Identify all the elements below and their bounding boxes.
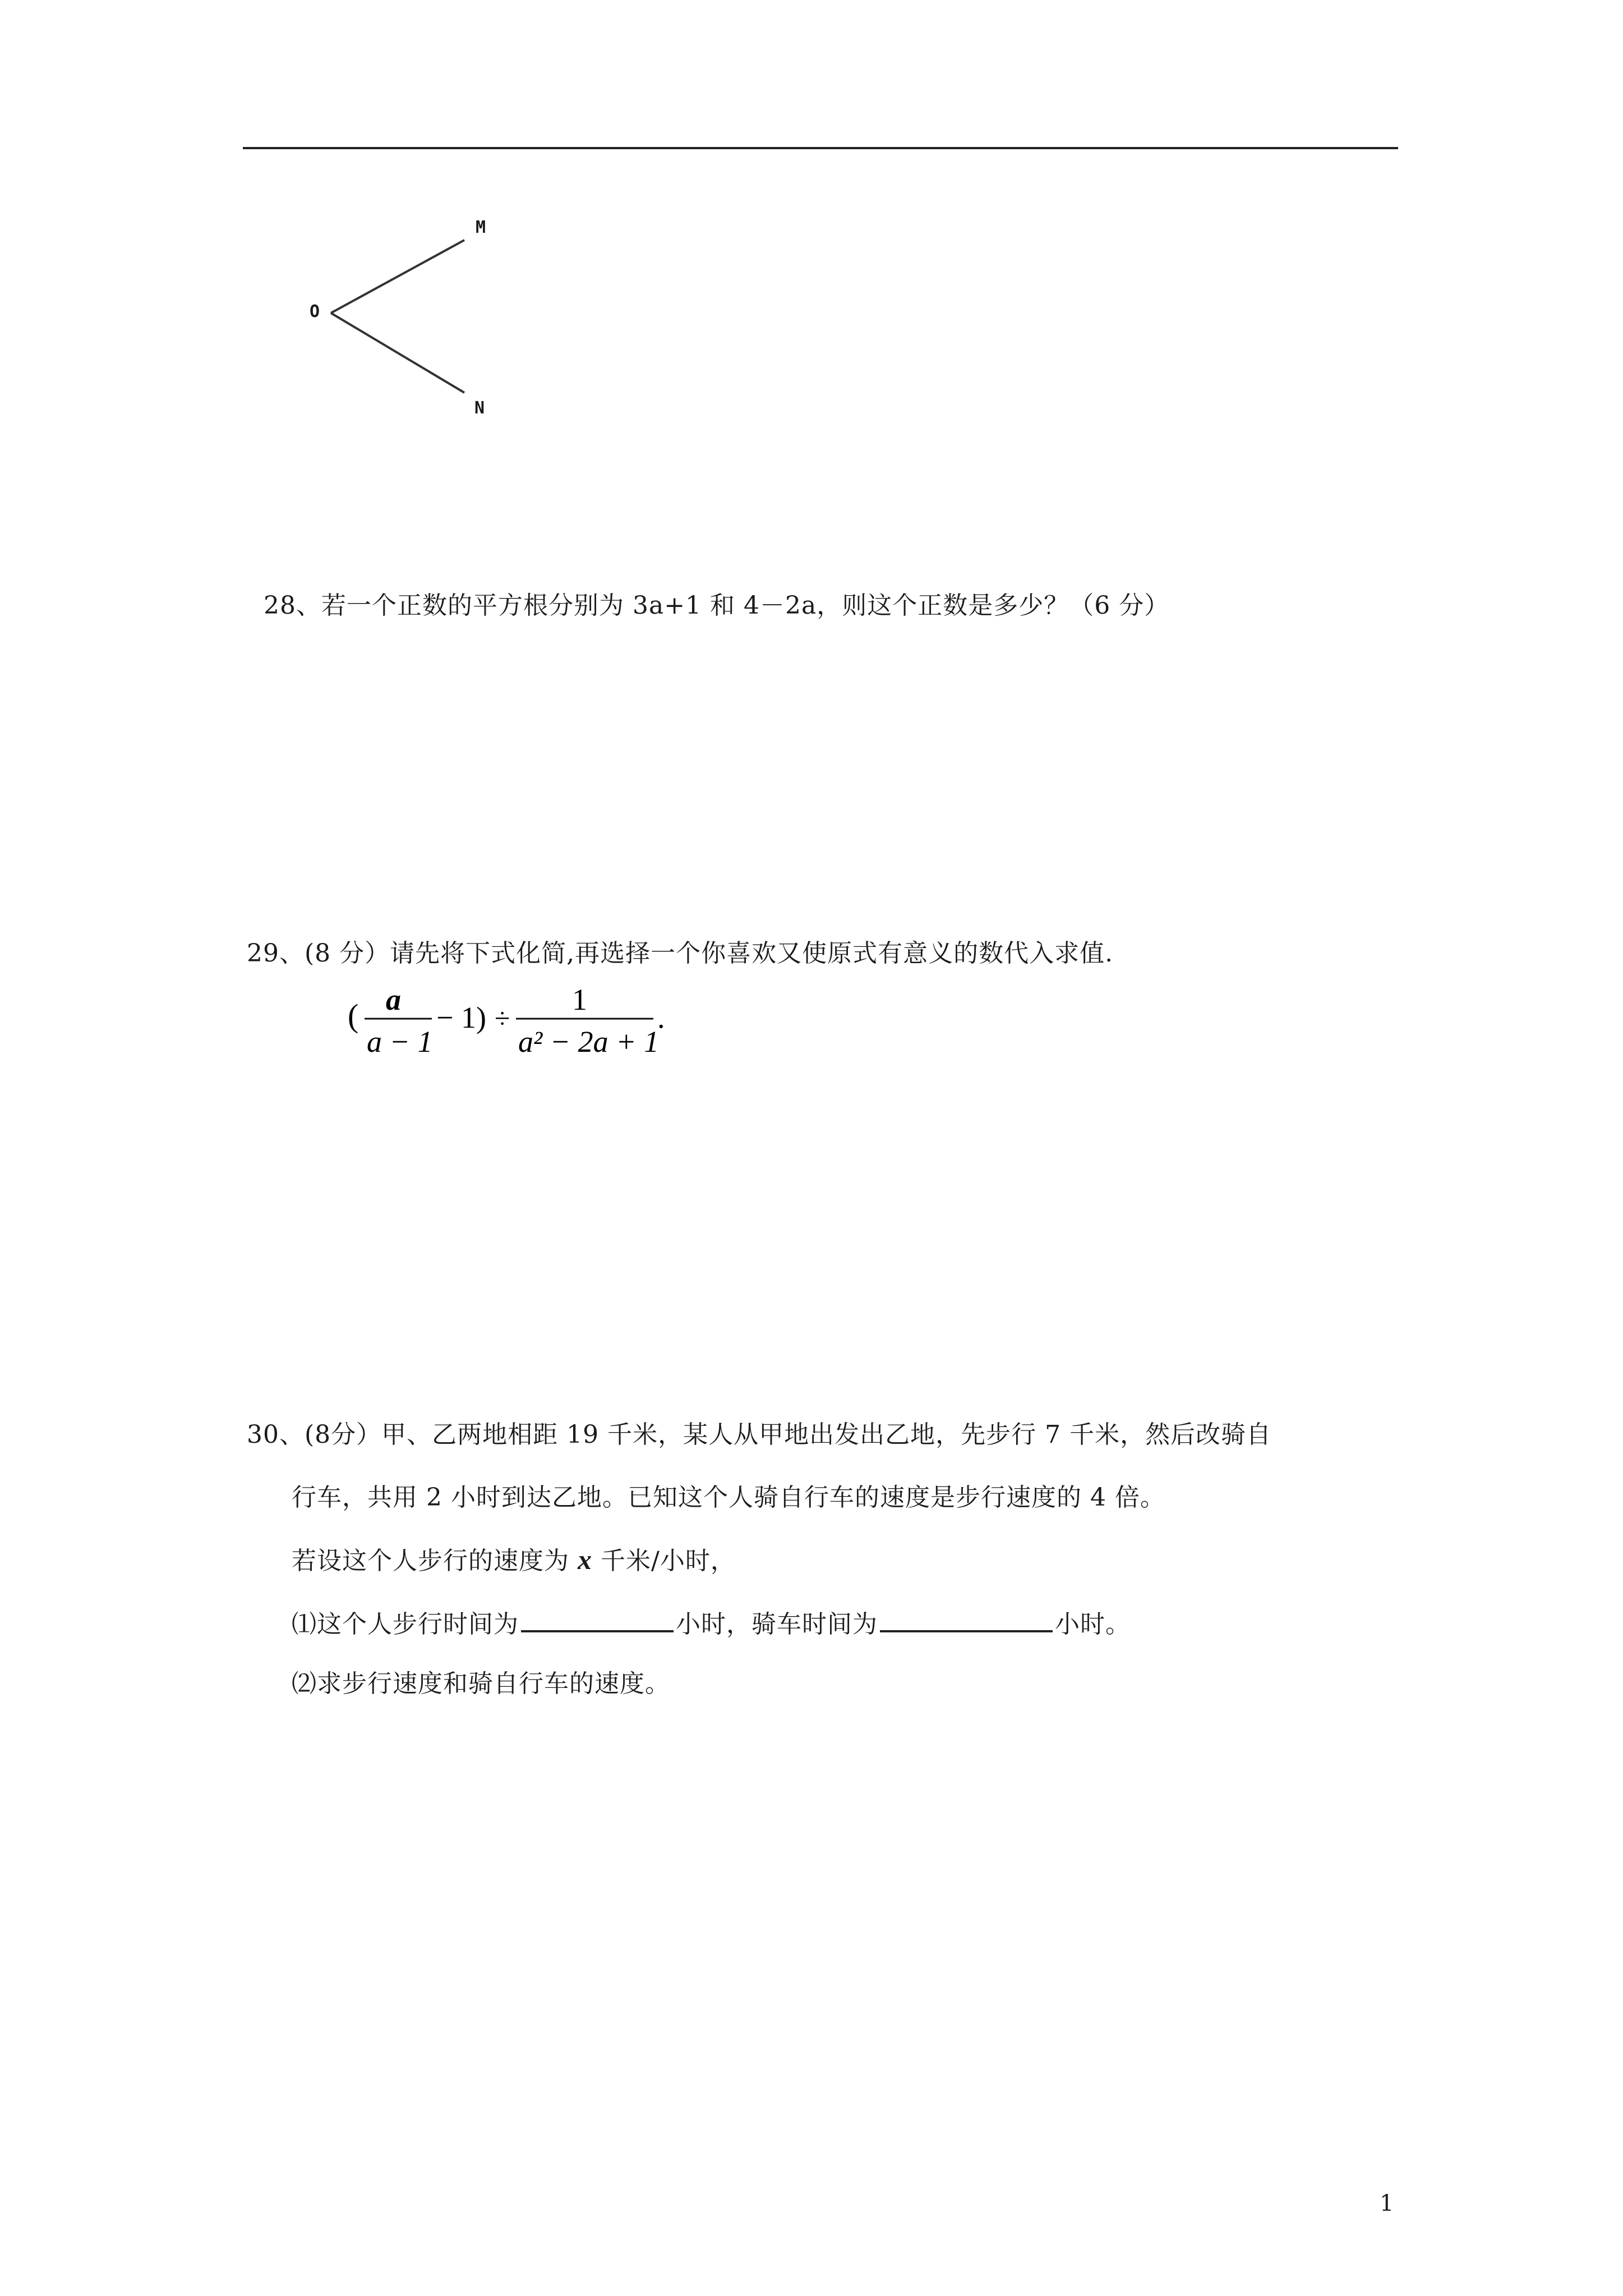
formula-den2: a² − 2a + 1 [518,1025,660,1059]
point-label-m: M [476,218,486,237]
part1-text-c: 小时。 [1055,1610,1131,1639]
angle-figure [303,213,516,426]
formula-minus-one: − 1) [436,1001,486,1034]
answer-blank-walk-time[interactable] [521,1605,674,1632]
q30-line3-pre: 若设这个人步行的速度为 [292,1547,569,1575]
part1-text-b: 小时，骑车时间为 [676,1610,878,1639]
answer-blank-bike-time[interactable] [880,1605,1053,1632]
formula-num2: 1 [572,983,587,1016]
ray-on [331,313,464,393]
question-30-line2: 行车，共用 2 小时到达乙地。已知这个人骑自行车的速度是步行速度的 4 倍。 [292,1483,1165,1512]
q29-formula [348,976,684,1066]
question-30-part2: ⑵求步行速度和骑自行车的速度。 [292,1669,670,1698]
page-number: 1 [1380,2191,1394,2216]
formula-open-paren: ( [348,997,359,1034]
header-rule [243,147,1398,149]
formula-end: . [657,1001,665,1034]
formula-den1: a − 1 [367,1025,433,1059]
formula-divide: ÷ [495,1002,510,1034]
question-28: 28、若一个正数的平方根分别为 3a+1 和 4－2a，则这个正数是多少？（6 分） [264,591,1170,620]
question-30-line1: 30、(8分）甲、乙两地相距 19 千米，某人从甲地出发出乙地，先步行 7 千米，然后改骑自 [247,1420,1272,1449]
variable-x: x [578,1544,592,1575]
q30-line3-post: 千米/小时， [601,1547,736,1575]
question-30-part1 [292,1605,1131,1641]
question-29: 29、(8 分）请先将下式化简,再选择一个你喜欢又使原式有意义的数代入求值. [247,939,1114,968]
point-label-n: N [474,398,485,418]
ray-om [331,240,464,313]
question-30-line3 [292,1543,736,1578]
formula-num1: a [386,983,401,1016]
part1-text-a: ⑴这个人步行时间为 [292,1610,519,1639]
point-label-o: O [310,302,320,321]
